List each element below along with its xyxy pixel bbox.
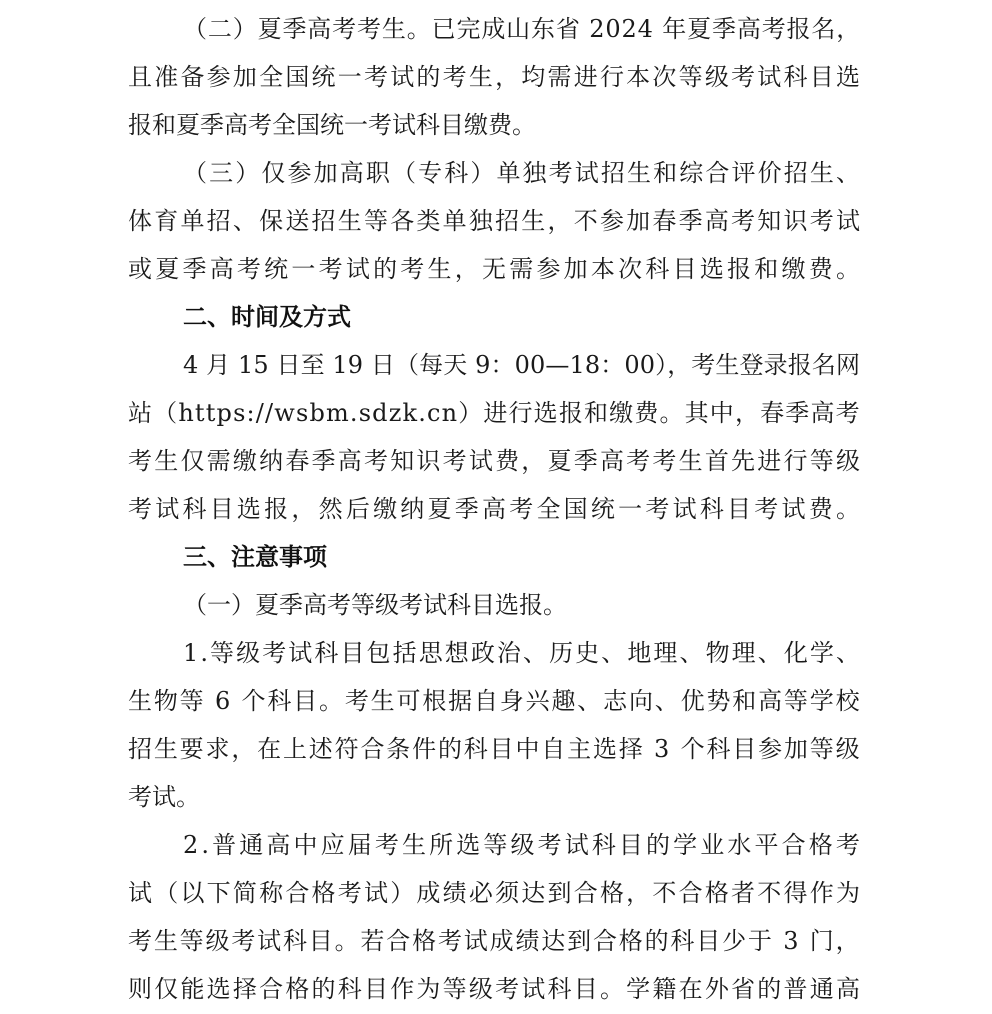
paragraph-line: （一）夏季高考等级考试科目选报。 [183, 591, 567, 619]
section-heading-time-method: 二、时间及方式 [183, 303, 351, 331]
paragraph-line: 或夏季高考统一考试的考生，无需参加本次科目选报和缴费。 [128, 255, 864, 283]
paragraph-line: 则仅能选择合格的科目作为等级考试科目。学籍在外省的普通高 [128, 975, 863, 1003]
paragraph-line: 招生要求，在上述符合条件的科目中自主选择 3 个科目参加等级 [128, 735, 862, 763]
paragraph-line: 考生等级考试科目。若合格考试成绩达到合格的科目少于 3 门， [128, 927, 862, 955]
paragraph-line: 试（以下简称合格考试）成绩必须达到合格，不合格者不得作为 [128, 879, 863, 907]
paragraph-line: 报和夏季高考全国统一考试科目缴费。 [128, 111, 536, 139]
section-heading-notes: 三、注意事项 [183, 543, 327, 571]
paragraph-line: 4 月 15 日至 19 日（每天 9：00—18：00），考生登录报名网 [183, 351, 861, 379]
paragraph-line: 2.普通高中应届考生所选等级考试科目的学业水平合格考 [183, 831, 864, 859]
paragraph-line: （三）仅参加高职（专科）单独考试招生和综合评价招生、 [183, 159, 863, 187]
paragraph-line: 考试。 [128, 783, 200, 811]
paragraph-line: （二）夏季高考考生。已完成山东省 2024 年夏季高考报名， [183, 15, 862, 43]
paragraph-line: 1.等级考试科目包括思想政治、历史、地理、物理、化学、 [183, 639, 863, 667]
paragraph-line: 考试科目选报，然后缴纳夏季高考全国统一考试科目考试费。 [128, 495, 864, 523]
paragraph-line: 体育单招、保送招生等各类单独招生，不参加春季高考知识考试 [128, 207, 863, 235]
paragraph-line: 且准备参加全国统一考试的考生，均需进行本次等级考试科目选 [128, 63, 863, 91]
paragraph-line: 生物等 6 个科目。考生可根据自身兴趣、志向、优势和高等学校 [128, 687, 862, 715]
paragraph-line: 站（https://wsbm.sdzk.cn）进行选报和缴费。其中，春季高考 [128, 399, 861, 427]
paragraph-line: 考生仅需缴纳春季高考知识考试费，夏季高考考生首先进行等级 [128, 447, 863, 475]
